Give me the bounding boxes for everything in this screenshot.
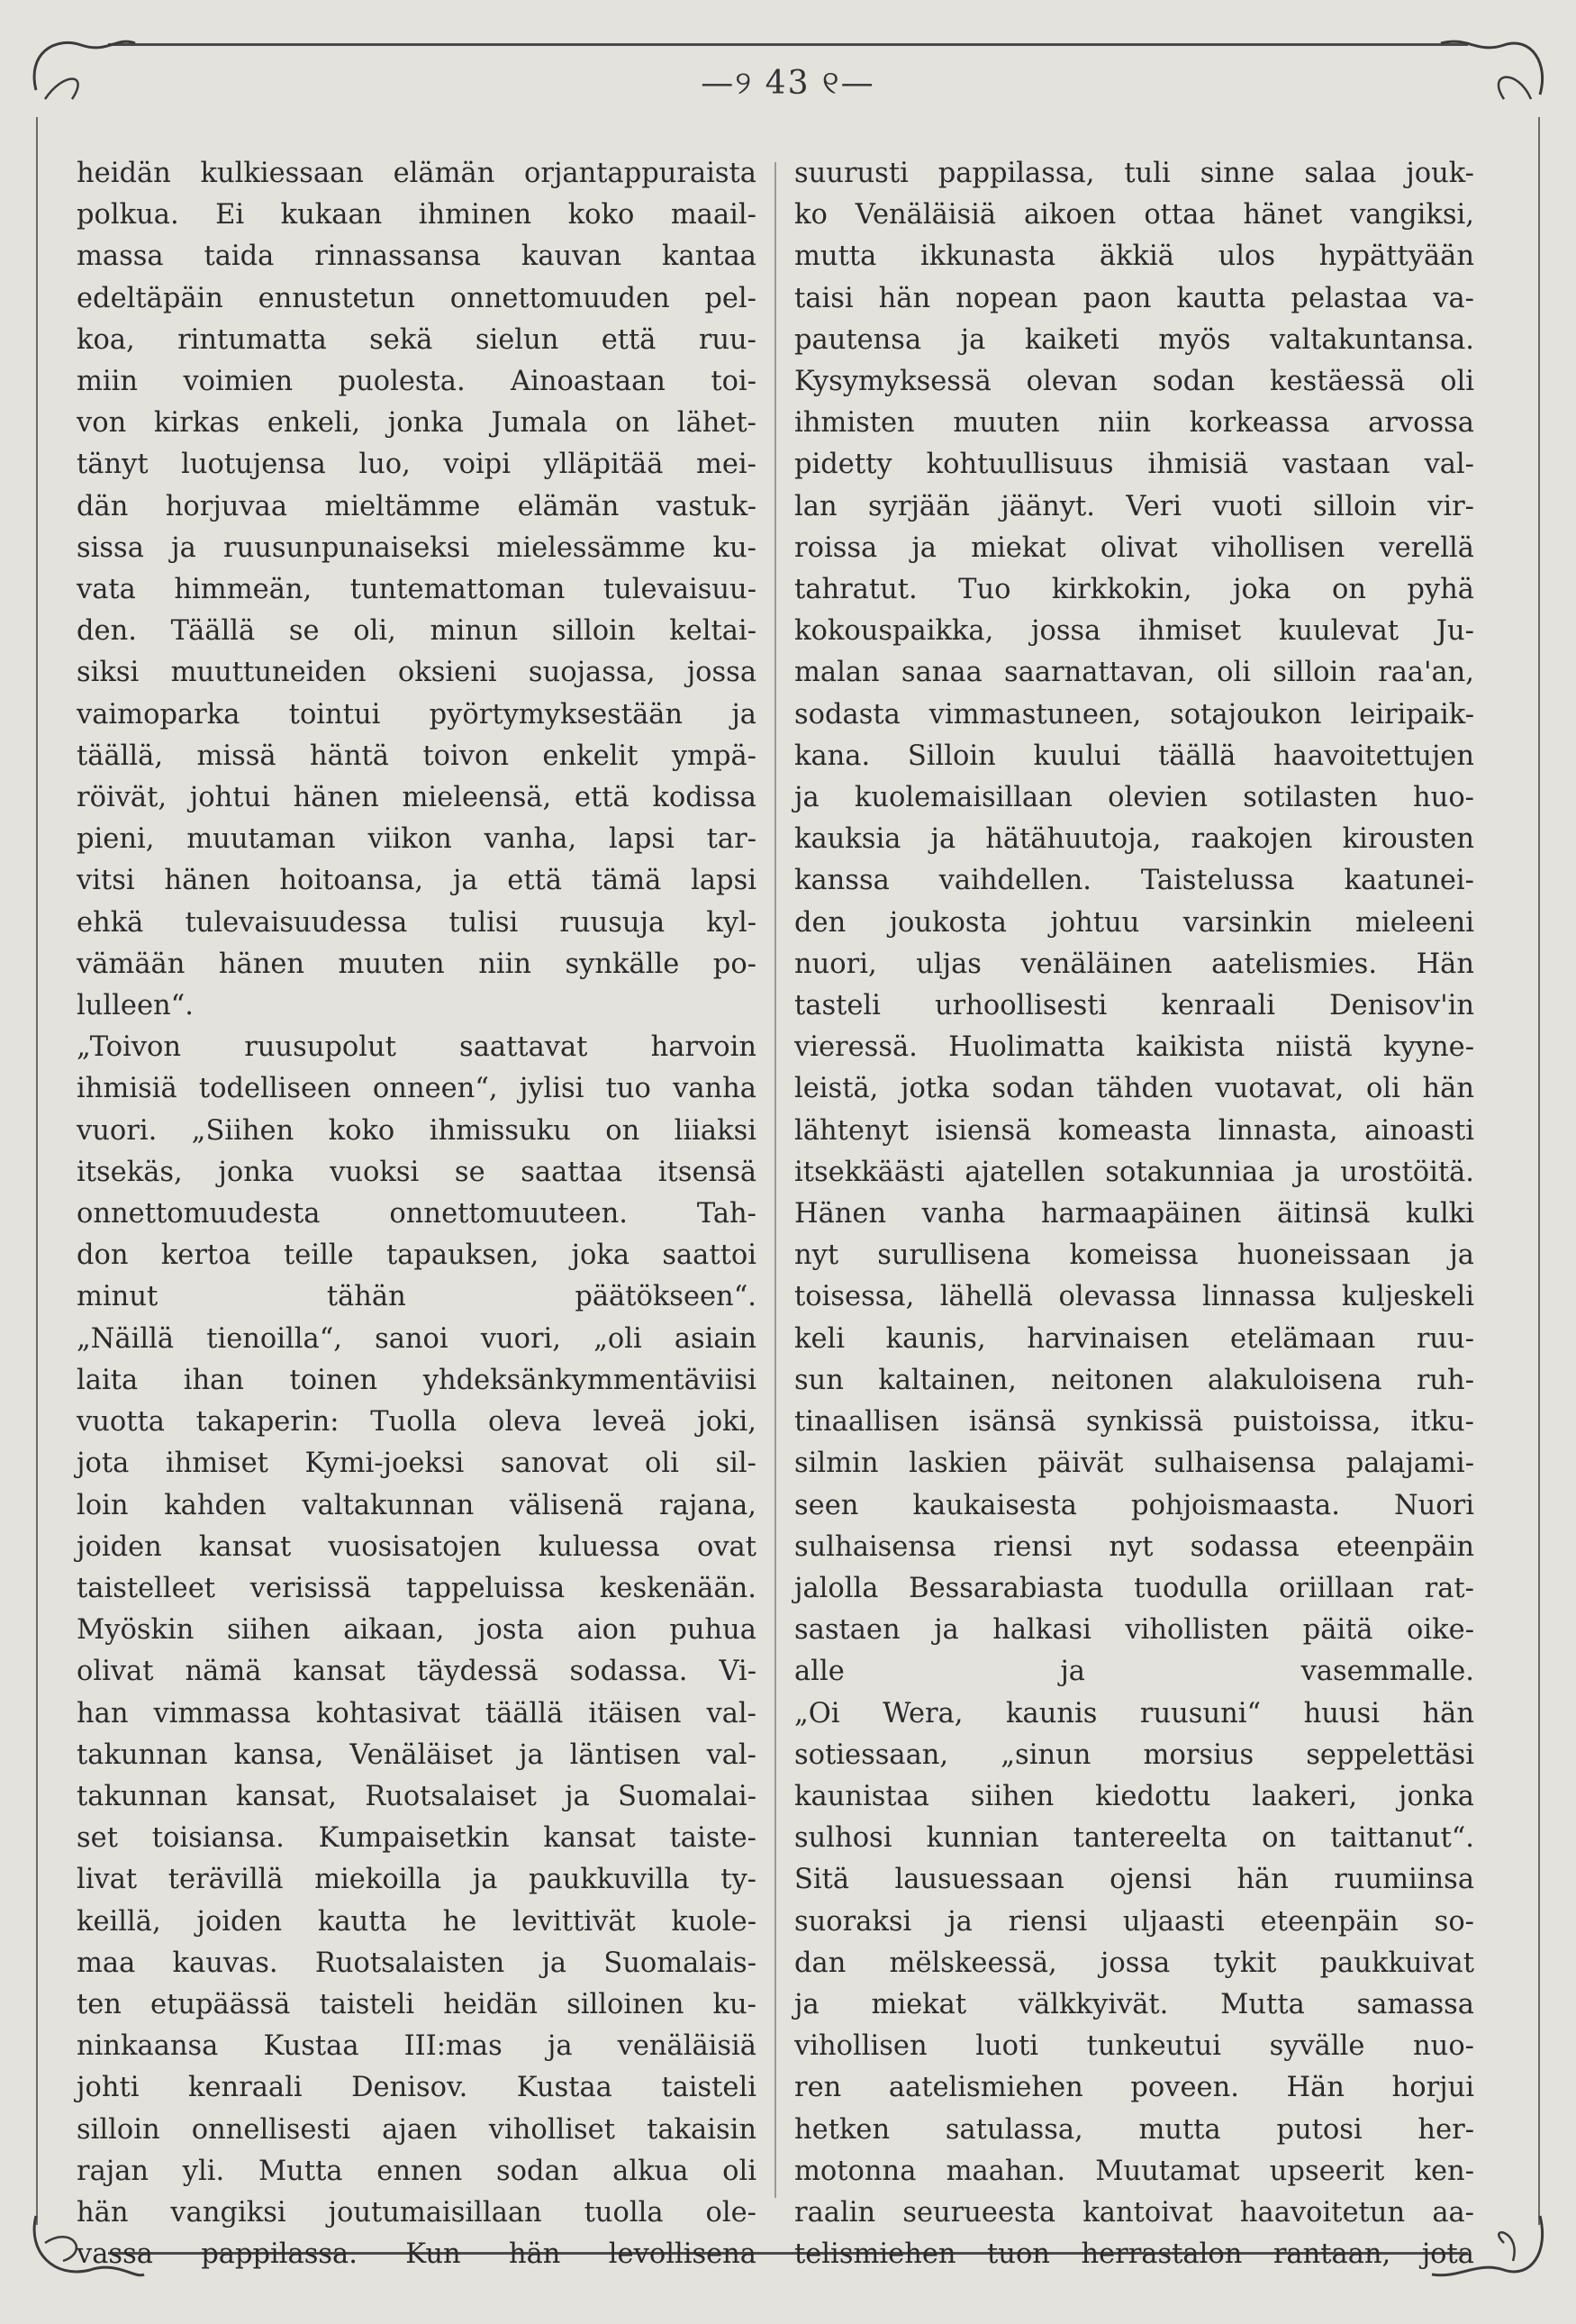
text-line: vaimoparka tointui pyörtymyksestään ja bbox=[77, 698, 756, 731]
text-line: dan mëlskeessä, jossa tykit paukkuivat bbox=[794, 1947, 1474, 1979]
text-line: pidetty kohtuullisuus ihmisiä vastaan val- bbox=[794, 449, 1474, 481]
text-line: ihmisten muuten niin korkeassa arvossa bbox=[794, 407, 1474, 440]
text-line: täällä, missä häntä toivon enkelit ympä- bbox=[77, 740, 756, 772]
text-line: miin voimien puolesta. Ainoastaan toi- bbox=[77, 366, 756, 398]
text-line: tänyt luotujensa luo, voipi ylläpitää mei- bbox=[77, 449, 756, 481]
text-line: vämään hänen muuten niin synkälle po- bbox=[77, 948, 756, 980]
text-line: jalolla Bessarabiasta tuodulla oriillaan rat- bbox=[794, 1572, 1474, 1604]
text-line: röivät, johtui hänen mieleensä, että kodissa bbox=[77, 782, 756, 814]
text-line: takunnan kansa, Venäläiset ja läntisen val- bbox=[77, 1738, 756, 1771]
text-line: den joukosta johtuu varsinkin mieleeni bbox=[794, 906, 1474, 939]
text-line: ehkä tulevaisuudessa tulisi ruusuja kyl- bbox=[77, 906, 756, 939]
text-line: kanssa vaihdellen. Taistelussa kaatunei- bbox=[794, 865, 1474, 897]
text-line: lähtenyt isiensä komeasta linnasta, ainoasti bbox=[794, 1114, 1474, 1147]
text-line: loin kahden valtakunnan välisenä rajana, bbox=[77, 1489, 756, 1521]
text-line: vata himmeän, tuntemattoman tulevaisuu- bbox=[77, 574, 756, 606]
text-line: laita ihan toinen yhdeksänkymmentäviisi bbox=[77, 1364, 756, 1396]
text-line: hetken satulassa, mutta putosi her- bbox=[794, 2113, 1474, 2146]
text-line: hän vangiksi joutumaisillaan tuolla ole- bbox=[77, 2196, 756, 2229]
text-line: joiden kansat vuosisatojen kuluessa ovat bbox=[77, 1530, 756, 1563]
text-line: sotiessaan, „sinun morsius seppelettäsi bbox=[794, 1738, 1474, 1771]
text-line: „Näillä tienoilla“, sanoi vuori, „oli asiain bbox=[77, 1322, 756, 1355]
text-line: maa kauvas. Ruotsalaisten ja Suomalais- bbox=[77, 1947, 756, 1979]
text-line: vuotta takaperin: Tuolla oleva leveä joki, bbox=[77, 1406, 756, 1439]
text-line: ten etupäässä taisteli heidän silloinen ku- bbox=[77, 1988, 756, 2020]
text-line: pautensa ja kaiketi myös valtakuntansa. bbox=[794, 323, 1474, 356]
text-line: Kysymyksessä olevan sodan kestäessä oli bbox=[794, 366, 1474, 398]
text-line: motonna maahan. Muutamat upseerit ken- bbox=[794, 2155, 1474, 2187]
text-line: toisessa, lähellä olevassa linnassa kuljeskeli bbox=[794, 1281, 1474, 1313]
text-line: mutta ikkunasta äkkiä ulos hypättyään bbox=[794, 241, 1474, 273]
text-line: sastaen ja halkasi vihollisten päitä oike- bbox=[794, 1614, 1474, 1647]
text-line: silmin laskien päivät sulhaisensa palajami- bbox=[794, 1448, 1474, 1480]
text-line: kauksia ja hätähuutoja, raakojen kirousten bbox=[794, 823, 1474, 856]
text-line: alle ja vasemmalle. bbox=[794, 1656, 1474, 1688]
text-line: sun kaltainen, neitonen alakuloisena ruh- bbox=[794, 1364, 1474, 1396]
text-line: nuori, uljas venäläinen aatelismies. Hän bbox=[794, 948, 1474, 980]
text-line: „Oi Wera, kaunis ruusuni“ huusi hän bbox=[794, 1697, 1474, 1729]
text-line: polkua. Ei kukaan ihminen koko maail- bbox=[77, 199, 756, 231]
text-line: siksi muuttuneiden oksieni suojassa, jossa bbox=[77, 657, 756, 689]
left-text-column bbox=[77, 153, 756, 2275]
text-line: tahratut. Tuo kirkkokin, joka on pyhä bbox=[794, 574, 1474, 606]
text-line: seen kaukaisesta pohjoismaasta. Nuori bbox=[794, 1489, 1474, 1521]
top-rule bbox=[108, 43, 1468, 46]
text-line: tasteli urhoollisesti kenraali Denisov'in bbox=[794, 990, 1474, 1022]
text-line: ja kuolemaisillaan olevien sotilasten huo- bbox=[794, 782, 1474, 814]
text-line: ihmisiä todelliseen onneen“, jylisi tuo vanha bbox=[77, 1073, 756, 1105]
text-line: leistä, jotka sodan tähden vuotavat, oli hän bbox=[794, 1073, 1474, 1105]
text-line: lulleen“. bbox=[77, 990, 194, 1022]
text-line: edeltäpäin ennustetun onnettomuuden pel- bbox=[77, 282, 756, 314]
text-line: heidän kulkiessaan elämän orjantappuraista bbox=[77, 158, 756, 189]
text-line: kana. Silloin kuului täällä haavoitettujen bbox=[794, 740, 1474, 772]
text-line: silloin onnellisesti ajaen viholliset takaisin bbox=[77, 2113, 756, 2146]
text-line: sodasta vimmastuneen, sotajoukon leiripaik- bbox=[794, 698, 1474, 731]
text-line: telismiehen tuon herrastalon rantaan, jota bbox=[794, 2238, 1474, 2271]
text-line: vieressä. Huolimatta kaikista niistä kyyne- bbox=[794, 1031, 1474, 1064]
text-line: Myöskin siihen aikaan, josta aion puhua bbox=[77, 1614, 756, 1647]
text-line: han vimmassa kohtasivat täällä itäisen val- bbox=[77, 1697, 756, 1729]
text-line: kaunistaa siihen kiedottu laakeri, jonka bbox=[794, 1780, 1474, 1812]
text-line: roissa ja miekat olivat vihollisen verellä bbox=[794, 531, 1474, 564]
text-line: don kertoa teille tapauksen, joka saattoi bbox=[77, 1239, 756, 1272]
text-line: itsekäs, jonka vuoksi se saattaa itsensä bbox=[77, 1156, 756, 1188]
text-line: keli kaunis, harvinaisen etelämaan ruu- bbox=[794, 1322, 1474, 1355]
right-rule bbox=[1538, 117, 1540, 2225]
text-line: minut tähän päätökseen“. bbox=[77, 1281, 756, 1313]
text-line: jota ihmiset Kymi-joeksi sanovat oli sil- bbox=[77, 1448, 756, 1480]
text-line: „Toivon ruusupolut saattavat harvoin bbox=[77, 1031, 756, 1064]
text-line: ren aatelismiehen poveen. Hän horjui bbox=[794, 2072, 1474, 2104]
text-line: raalin seurueesta kantoivat haavoitetun aa- bbox=[794, 2196, 1474, 2229]
text-line: taistelleet verisissä tappeluissa keskenään. bbox=[77, 1572, 756, 1604]
text-line: johti kenraali Denisov. Kustaa taisteli bbox=[77, 2072, 756, 2104]
text-line: set toisiansa. Kumpaisetkin kansat taiste- bbox=[77, 1822, 756, 1855]
text-line: rajan yli. Mutta ennen sodan alkua oli bbox=[77, 2155, 756, 2187]
text-line: vassa pappilassa. Kun hän levollisena bbox=[77, 2238, 756, 2271]
text-line: malan sanaa saarnattavan, oli silloin raa'an, bbox=[794, 657, 1474, 689]
text-line: Sitä lausuessaan ojensi hän ruumiinsa bbox=[794, 1864, 1474, 1896]
left-rule bbox=[36, 117, 38, 2225]
text-line: pieni, muutaman viikon vanha, lapsi tar- bbox=[77, 823, 756, 856]
text-line: suoraksi ja riensi uljaasti eteenpäin so- bbox=[794, 1905, 1474, 1938]
text-line: kokouspaikka, jossa ihmiset kuulevat Ju- bbox=[794, 615, 1474, 648]
text-line: vuori. „Siihen koko ihmissuku on liiaksi bbox=[77, 1114, 756, 1147]
text-line: suurusti pappilassa, tuli sinne salaa jouk- bbox=[794, 158, 1474, 189]
text-line: olivat nämä kansat täydessä sodassa. Vi- bbox=[77, 1656, 756, 1688]
text-line: lan syrjään jäänyt. Veri vuoti silloin vir- bbox=[794, 490, 1474, 522]
text-line: dän horjuvaa mieltämme elämän vastuk- bbox=[77, 490, 756, 522]
text-line: livat terävillä miekoilla ja paukkuvilla ty- bbox=[77, 1864, 756, 1896]
text-line: koa, rintumatta sekä sielun että ruu- bbox=[77, 323, 756, 356]
text-line: keillä, joiden kautta he levittivät kuole- bbox=[77, 1905, 756, 1938]
text-line: ja miekat välkkyivät. Mutta samassa bbox=[794, 1988, 1474, 2020]
text-line: vihollisen luoti tunkeutui syvälle nuo- bbox=[794, 2030, 1474, 2063]
text-line: taisi hän nopean paon kautta pelastaa va- bbox=[794, 282, 1474, 314]
text-line: vitsi hänen hoitoansa, ja että tämä lapsi bbox=[77, 865, 756, 897]
text-line: sissa ja ruusunpunaiseksi mielessämme ku- bbox=[77, 531, 756, 564]
column-divider bbox=[774, 162, 776, 2198]
text-line: sulhaisensa riensi nyt sodassa eteenpäin bbox=[794, 1530, 1474, 1563]
text-line: tinaallisen isänsä synkissä puistoissa, itku- bbox=[794, 1406, 1474, 1439]
text-line: ko Venäläisiä aikoen ottaa hänet vangiksi, bbox=[794, 199, 1474, 231]
text-line: den. Täällä se oli, minun silloin keltai- bbox=[77, 615, 756, 648]
text-line: sulhosi kunnian tantereelta on taittanut“. bbox=[794, 1822, 1474, 1855]
page-number: —୨ 43 ୧— bbox=[701, 65, 875, 102]
text-line: takunnan kansat, Ruotsalaiset ja Suomalai- bbox=[77, 1780, 756, 1812]
text-line: massa taida rinnassansa kauvan kantaa bbox=[77, 241, 756, 273]
text-line: itsekkäästi ajatellen sotakunniaa ja urostöitä. bbox=[794, 1156, 1474, 1188]
text-line: onnettomuudesta onnettomuuteen. Tah- bbox=[77, 1198, 756, 1230]
text-line: nyt surullisena komeissa huoneissaan ja bbox=[794, 1239, 1474, 1272]
text-line: Hänen vanha harmaapäinen äitinsä kulki bbox=[794, 1198, 1474, 1230]
text-line: ninkaansa Kustaa III:mas ja venäläisiä bbox=[77, 2030, 756, 2063]
right-text-column bbox=[794, 153, 1474, 2275]
text-line: von kirkas enkeli, jonka Jumala on lähet- bbox=[77, 407, 756, 440]
